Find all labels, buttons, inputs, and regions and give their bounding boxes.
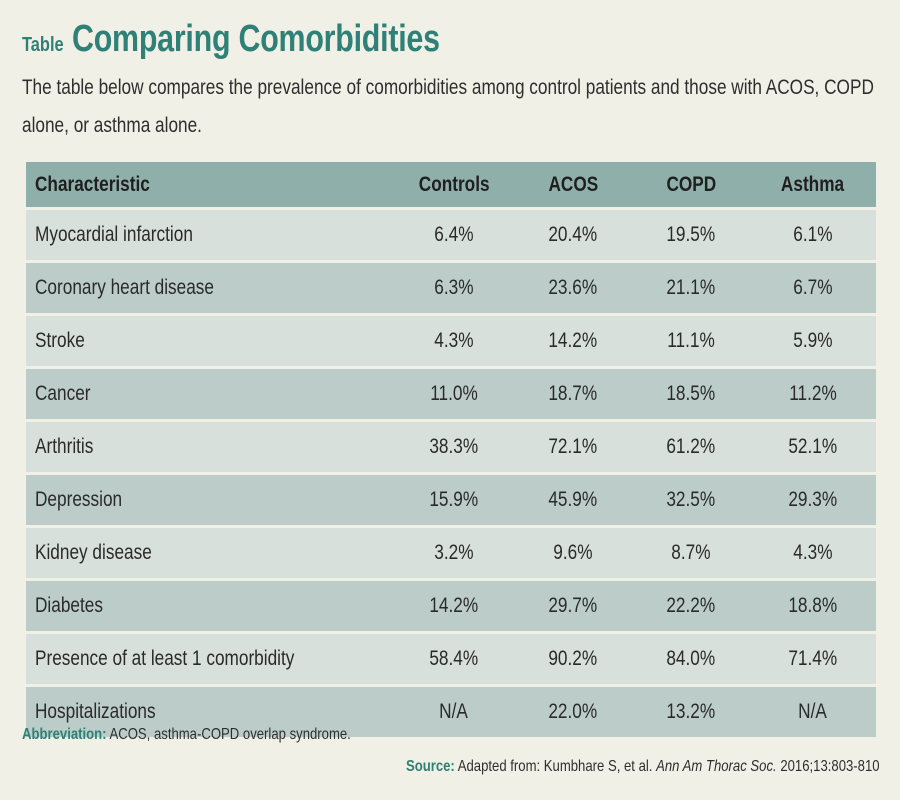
row-value: [514, 210, 632, 263]
row-value: [632, 634, 750, 687]
row-value: [750, 422, 876, 475]
row-value: [394, 263, 514, 316]
row-value: [750, 263, 876, 316]
row-value: [394, 422, 514, 475]
row-value: [514, 687, 632, 740]
row-value: [750, 634, 876, 687]
title-prefix: Table: [22, 34, 64, 56]
row-value: [632, 528, 750, 581]
table-row: [26, 475, 876, 528]
row-characteristic: [26, 369, 394, 422]
value-text: 11.2%: [789, 382, 837, 405]
row-characteristic: [26, 316, 394, 369]
row-value: [514, 475, 632, 528]
characteristic-text: Presence of at least 1 comorbidity: [35, 647, 295, 670]
column-header: [26, 162, 394, 210]
characteristic-text: Hospitalizations: [35, 700, 156, 723]
row-value: [750, 475, 876, 528]
value-text: 6.7%: [793, 276, 833, 299]
value-text: 90.2%: [548, 647, 598, 670]
value-text: 21.1%: [666, 276, 716, 299]
table-row: [26, 369, 876, 422]
value-text: 18.8%: [788, 594, 838, 617]
source-note: [406, 758, 880, 776]
table-header-row: [26, 162, 876, 210]
table-header: [26, 162, 876, 210]
value-text: 19.5%: [666, 223, 716, 246]
row-characteristic: [26, 528, 394, 581]
table-row: [26, 634, 876, 687]
column-header-text: COPD: [666, 172, 716, 196]
value-text: 18.7%: [548, 382, 598, 405]
row-characteristic: [26, 581, 394, 634]
value-text: 18.5%: [666, 382, 716, 405]
table-row: [26, 422, 876, 475]
row-value: [394, 475, 514, 528]
row-value: [632, 263, 750, 316]
row-value: [394, 634, 514, 687]
value-text: 9.6%: [553, 541, 593, 564]
column-header: [750, 162, 876, 210]
table-row: [26, 316, 876, 369]
abbreviation-text: ACOS, asthma-COPD overlap syndrome.: [109, 726, 351, 743]
characteristic-text: Depression: [35, 488, 123, 511]
row-characteristic: [26, 422, 394, 475]
column-header-text: Characteristic: [35, 172, 150, 196]
value-text: 52.1%: [788, 435, 838, 458]
value-text: 11.0%: [430, 382, 478, 405]
source-text: Adapted from: Kumbhare S, et al.: [458, 758, 653, 775]
row-value: [394, 687, 514, 740]
value-text: 3.2%: [434, 541, 474, 564]
column-header-text: Asthma: [781, 172, 845, 196]
value-text: 8.7%: [671, 541, 711, 564]
row-value: [750, 528, 876, 581]
row-value: [514, 581, 632, 634]
value-text: 4.3%: [793, 541, 833, 564]
row-value: [750, 210, 876, 263]
row-characteristic: [26, 263, 394, 316]
row-value: [514, 422, 632, 475]
row-value: [750, 369, 876, 422]
row-value: [632, 210, 750, 263]
table-row: [26, 263, 876, 316]
table-body: [26, 210, 876, 740]
value-text: 22.2%: [666, 594, 716, 617]
title-line: [22, 18, 878, 61]
value-text: 6.3%: [434, 276, 474, 299]
value-text: 5.9%: [793, 329, 833, 352]
characteristic-text: Stroke: [35, 329, 85, 352]
value-text: 4.3%: [434, 329, 474, 352]
value-text: 14.2%: [429, 594, 479, 617]
value-text: 15.9%: [429, 488, 479, 511]
table-row: [26, 210, 876, 263]
table-row: [26, 581, 876, 634]
abbreviation-label: Abbreviation:: [22, 726, 107, 743]
row-value: [514, 528, 632, 581]
characteristic-text: Kidney disease: [35, 541, 152, 564]
characteristic-text: Diabetes: [35, 594, 103, 617]
value-text: 84.0%: [666, 647, 716, 670]
value-text: 38.3%: [429, 435, 479, 458]
column-header-text: Controls: [418, 172, 490, 196]
characteristic-text: Coronary heart disease: [35, 276, 215, 299]
row-value: [750, 316, 876, 369]
column-header: [394, 162, 514, 210]
value-text: 71.4%: [788, 647, 838, 670]
row-value: [632, 316, 750, 369]
abbreviation-note: [22, 726, 351, 744]
characteristic-text: Arthritis: [35, 435, 94, 458]
characteristic-text: Myocardial infarction: [35, 223, 193, 246]
value-text: 58.4%: [429, 647, 479, 670]
value-text: 29.3%: [788, 488, 838, 511]
column-header: [514, 162, 632, 210]
value-text: 72.1%: [548, 435, 598, 458]
table-row: [26, 528, 876, 581]
row-characteristic: [26, 475, 394, 528]
row-value: [514, 316, 632, 369]
comorbidity-table-container: [26, 162, 876, 740]
row-value: [514, 634, 632, 687]
value-text: N/A: [439, 700, 469, 723]
row-value: [394, 528, 514, 581]
row-value: [394, 316, 514, 369]
value-text: 22.0%: [548, 700, 598, 723]
page-title: Comparing Comorbidities: [72, 18, 440, 60]
value-text: 6.1%: [793, 223, 833, 246]
value-text: 14.2%: [548, 329, 598, 352]
value-text: 61.2%: [666, 435, 716, 458]
intro-text: The table below compares the prevalence of comorbidities among control patients and those with ACOS, COPD alone, or asthma alone.: [22, 76, 874, 137]
row-value: [632, 422, 750, 475]
value-text: N/A: [798, 700, 828, 723]
source-journal: Ann Am Thorac Soc.: [656, 758, 778, 775]
row-value: [632, 581, 750, 634]
row-value: [394, 210, 514, 263]
value-text: 20.4%: [548, 223, 598, 246]
value-text: 23.6%: [548, 276, 598, 299]
value-text: 13.2%: [666, 700, 716, 723]
row-value: [750, 687, 876, 740]
row-value: [514, 263, 632, 316]
source-label: Source:: [406, 758, 456, 775]
row-characteristic: [26, 634, 394, 687]
comorbidity-table: [26, 162, 876, 740]
header: [22, 18, 878, 145]
row-value: [632, 475, 750, 528]
row-characteristic: [26, 210, 394, 263]
row-value: [394, 369, 514, 422]
row-value: [514, 369, 632, 422]
value-text: 45.9%: [548, 488, 598, 511]
value-text: 29.7%: [548, 594, 598, 617]
value-text: 6.4%: [434, 223, 474, 246]
characteristic-text: Cancer: [35, 382, 91, 405]
column-header-text: ACOS: [548, 172, 598, 196]
column-header: [632, 162, 750, 210]
row-value: [394, 581, 514, 634]
row-value: [750, 581, 876, 634]
source-citation: 2016;13:803-810: [780, 758, 880, 775]
row-value: [632, 687, 750, 740]
value-text: 32.5%: [666, 488, 716, 511]
value-text: 11.1%: [667, 329, 715, 352]
row-value: [632, 369, 750, 422]
